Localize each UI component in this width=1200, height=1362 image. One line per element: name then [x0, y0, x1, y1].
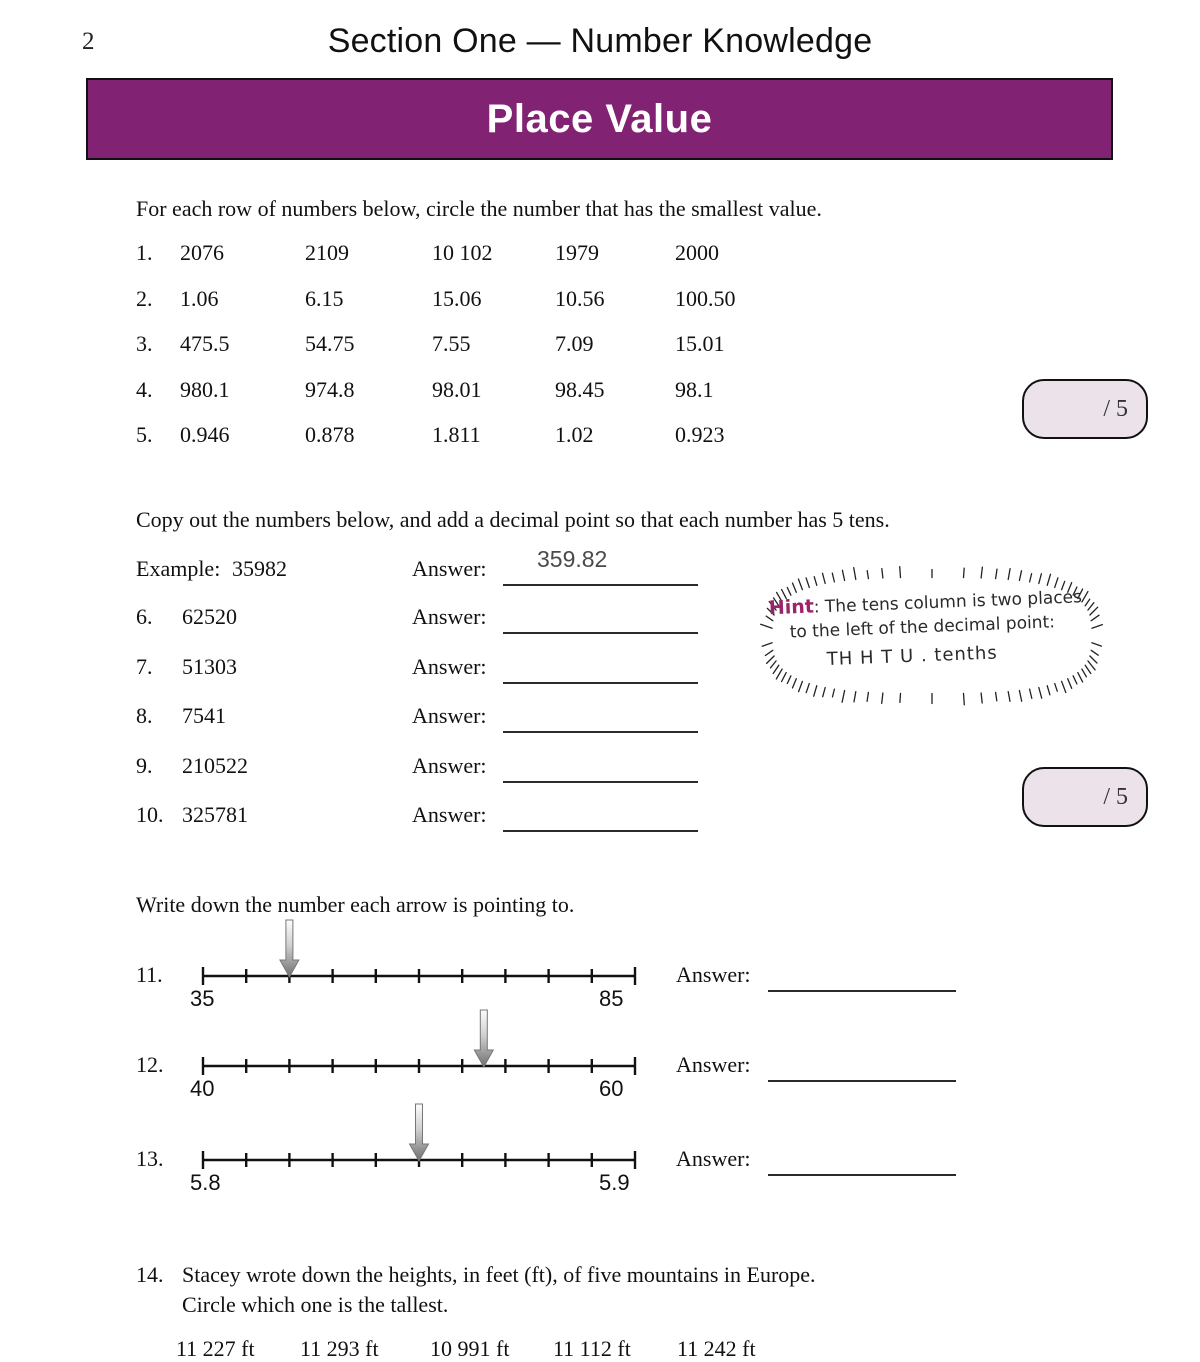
activity2-answer-line[interactable] [503, 632, 698, 634]
number-line-graphic [0, 1102, 675, 1182]
activity4-row-number: 14. [136, 1262, 164, 1287]
activity1-value: 0.923 [675, 422, 725, 447]
activity3-row-number: 12. [136, 1052, 164, 1077]
activity1-row-number: 3. [136, 331, 153, 356]
activity2-row-number: 10. [136, 802, 164, 827]
activity1-row-number: 1. [136, 240, 153, 265]
activity1-row-number: 2. [136, 285, 153, 311]
activity4-text-line1: Stacey wrote down the heights, in feet (ft), of five mountains in Europe. [182, 1262, 816, 1287]
activity4-text-line2: Circle which one is the tallest. [182, 1292, 449, 1317]
activity2-example-answer-line [503, 584, 698, 586]
activity2-instruction: Copy out the numbers below, and add a decimal point so that each number has 5 tens. [136, 507, 890, 532]
score-box-activity2[interactable] [1022, 767, 1148, 827]
activity2-answer-line[interactable] [503, 731, 698, 733]
activity3-answer-line[interactable] [768, 1080, 956, 1082]
activity3-answer-line[interactable] [768, 1174, 956, 1176]
activity2-row-number: 8. [136, 703, 153, 728]
activity1-value: 7.55 [432, 331, 471, 356]
hint-line-2: to the left of the decimal point: [789, 612, 1056, 643]
score-box-activity2-text: / 5 [1103, 783, 1128, 810]
activity3-answer-label: Answer: [676, 962, 751, 987]
activity2-answer-label: Answer: [412, 703, 487, 728]
activity3-row-number: 11. [136, 962, 163, 987]
number-line-11 [0, 918, 675, 998]
activity3-row-number: 13. [136, 1146, 164, 1171]
activity1-value: 6.15 [305, 285, 344, 311]
activity1-value: 475.5 [180, 331, 230, 356]
activity1-value: 15.01 [675, 331, 725, 356]
activity1-value: 98.01 [432, 376, 482, 402]
score-box-activity1[interactable] [1022, 379, 1148, 439]
activity1-value: 15.06 [432, 285, 482, 311]
activity1-instruction: For each row of numbers below, circle the number that has the smallest value. [136, 196, 822, 221]
activity2-answer-line[interactable] [503, 830, 698, 832]
activity3-instruction: Write down the number each arrow is pointing to. [136, 892, 575, 917]
number-line-13 [0, 1102, 675, 1182]
activity2-row-number: 9. [136, 752, 153, 778]
activity4-value: 11 242 ft [677, 1336, 756, 1361]
activity1-value: 1.811 [432, 422, 481, 447]
activity2-example-label: Example: [136, 556, 221, 581]
number-line-graphic [0, 918, 675, 998]
number-line-arrow [280, 920, 299, 977]
number-line-end-label: 5.9 [599, 1170, 630, 1195]
activity3-answer-label: Answer: [676, 1146, 751, 1171]
activity2-answer-label: Answer: [412, 802, 487, 827]
number-line-12 [0, 1008, 675, 1088]
activity1-value: 980.1 [180, 376, 230, 402]
activity2-answer-line[interactable] [503, 781, 698, 783]
activity4-value: 11 112 ft [553, 1336, 631, 1361]
activity1-value: 98.45 [555, 376, 605, 402]
activity4-value: 11 293 ft [300, 1336, 379, 1361]
activity1-value: 0.946 [180, 422, 230, 447]
activity2-example-answer-value: 359.82 [537, 546, 608, 572]
score-box-activity1-text: / 5 [1103, 395, 1128, 422]
activity1-row-number: 5. [136, 422, 153, 447]
hint-line-1-text: : The tens column is two places [813, 587, 1083, 618]
page-title: Place Value [486, 96, 713, 141]
number-line-arrow [410, 1104, 429, 1161]
number-line-start-label: 35 [190, 986, 215, 1011]
activity1-value: 2000 [675, 240, 719, 265]
activity3-answer-label: Answer: [676, 1052, 751, 1077]
number-line-start-label: 40 [190, 1076, 215, 1101]
activity3-answer-line[interactable] [768, 990, 956, 992]
activity1-value: 1.02 [555, 422, 594, 447]
activity2-row-number-value: 62520 [182, 604, 237, 629]
hint-keyword: Hint [768, 595, 815, 620]
number-line-end-label: 60 [599, 1076, 624, 1101]
activity1-row-number: 4. [136, 376, 153, 402]
activity1-value: 974.8 [305, 376, 355, 402]
activity2-row-number-value: 325781 [182, 802, 248, 827]
activity1-value: 98.1 [675, 376, 714, 402]
activity2-example-answer-label: Answer: [412, 556, 487, 581]
activity2-answer-line[interactable] [503, 682, 698, 684]
activity2-answer-label: Answer: [412, 653, 487, 679]
activity1-value: 100.50 [675, 285, 736, 311]
page-number: 2 [82, 28, 95, 55]
hint-line-3: TH H T U . tenths [826, 642, 999, 671]
activity1-value: 2109 [305, 240, 349, 265]
activity1-value: 54.75 [305, 331, 355, 356]
activity1-value: 10.56 [555, 285, 605, 311]
activity1-value: 1.06 [180, 285, 219, 311]
activity1-value: 0.878 [305, 422, 355, 447]
activity2-row-number: 6. [136, 604, 153, 629]
activity4-value: 10 991 ft [430, 1336, 510, 1361]
activity2-row-number: 7. [136, 653, 153, 679]
activity2-example-number: 35982 [232, 556, 287, 581]
activity2-answer-label: Answer: [412, 752, 487, 778]
number-line-start-label: 5.8 [190, 1170, 221, 1195]
activity2-row-number-value: 210522 [182, 752, 248, 778]
activity1-value: 1979 [555, 240, 599, 265]
number-line-graphic [0, 1008, 675, 1088]
activity2-row-number-value: 7541 [182, 703, 226, 728]
activity1-value: 10 102 [432, 240, 493, 265]
activity2-answer-label: Answer: [412, 604, 487, 629]
section-title: Section One — Number Knowledge [327, 22, 873, 60]
page-title-banner [86, 78, 1113, 160]
activity1-value: 7.09 [555, 331, 594, 356]
activity2-row-number-value: 51303 [182, 653, 237, 679]
hint-callout [748, 563, 1116, 708]
activity1-value: 2076 [180, 240, 224, 265]
number-line-end-label: 85 [599, 986, 624, 1011]
activity4-value: 11 227 ft [176, 1336, 255, 1361]
number-line-arrow [474, 1010, 493, 1067]
